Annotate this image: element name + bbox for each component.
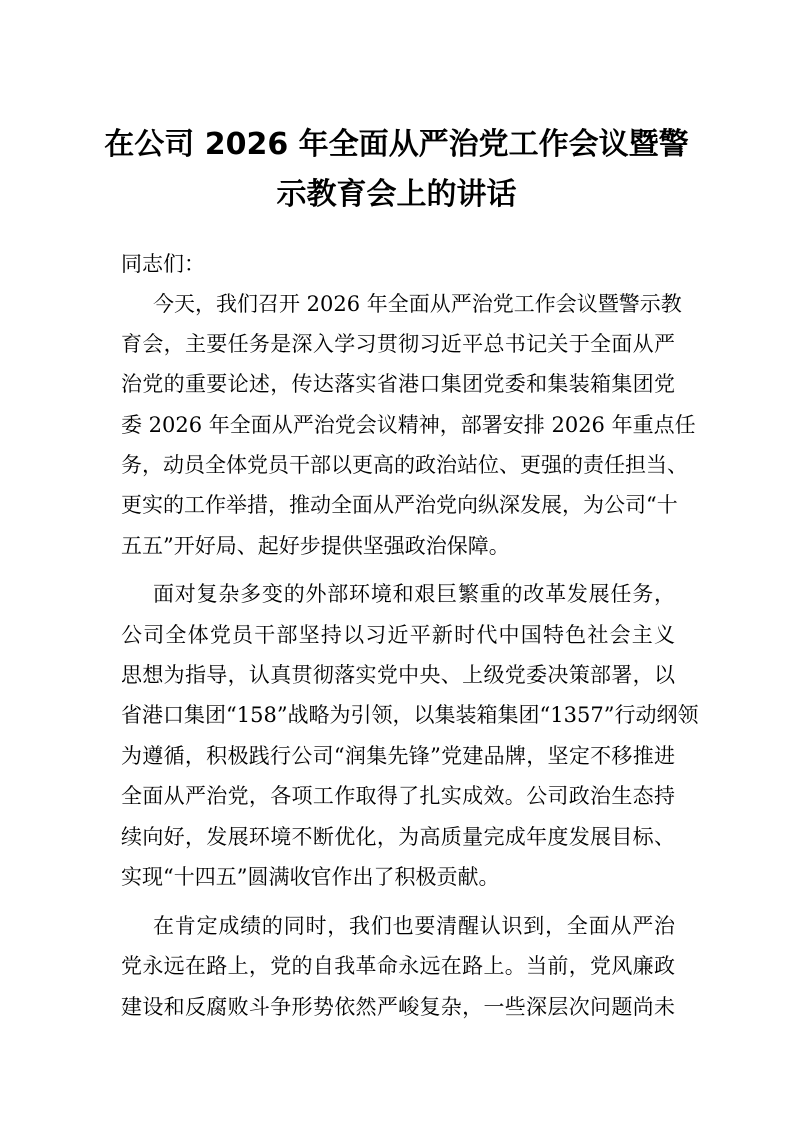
- paragraph-1-line-1: 今天，我们召开 2026 年全面从严治党工作会议暨警示教: [153, 292, 682, 316]
- paragraph-2-line-1: 面对复杂多变的外部环境和艰巨繁重的改革发展任务，: [153, 582, 675, 606]
- paragraph-2-line-4: 省港口集团“158”战略为引领，以集装箱集团“1357”行动纲领: [121, 703, 699, 727]
- paragraph-3-line-1: 在肯定成绩的同时，我们也要清醒认识到，全面从严治: [153, 914, 675, 938]
- document-title-line-1: 在公司 2026 年全面从严治党工作会议暨警: [104, 127, 689, 162]
- paragraph-1-line-6: 更实的工作举措，推动全面从严治党向纵深发展，为公司“十: [121, 493, 678, 517]
- paragraph-1-line-5: 务，动员全体党员干部以更高的政治站位、更强的责任担当、: [121, 453, 688, 477]
- salutation: 同志们：: [121, 252, 205, 276]
- paragraph-1-line-3: 治党的重要论述，传达落实省港口集团党委和集装箱集团党: [121, 372, 675, 396]
- paragraph-1-line-2: 育会，主要任务是深入学习贯彻习近平总书记关于全面从严: [121, 332, 675, 356]
- paragraph-2-line-8: 实现“十四五”圆满收官作出了积极贡献。: [121, 865, 500, 889]
- paragraph-2-line-3: 思想为指导，认真贯彻落实党中央、上级党委决策部署，以: [121, 663, 675, 687]
- paragraph-3-line-2: 党永远在路上，党的自我革命永远在路上。当前，党风廉政: [121, 954, 675, 978]
- paragraph-3-line-3: 建设和反腐败斗争形势依然严峻复杂，一些深层次问题尚未: [121, 995, 675, 1019]
- paragraph-2-line-6: 全面从严治党，各项工作取得了扎实成效。公司政治生态持: [121, 784, 675, 808]
- paragraph-2-line-7: 续向好，发展环境不断优化，为高质量完成年度发展目标、: [121, 825, 675, 849]
- paragraph-2-line-2: 公司全体党员干部坚持以习近平新时代中国特色社会主义: [121, 623, 675, 647]
- document-title-line-2: 示教育会上的讲话: [276, 177, 517, 212]
- paragraph-1-line-4: 委 2026 年全面从严治党会议精神，部署安排 2026 年重点任: [121, 413, 696, 437]
- paragraph-2-line-5: 为遵循，积极践行公司“润集先锋”党建品牌，坚定不移推进: [121, 744, 675, 768]
- paragraph-1-line-7: 五五”开好局、起好步提供坚强政治保障。: [121, 534, 510, 558]
